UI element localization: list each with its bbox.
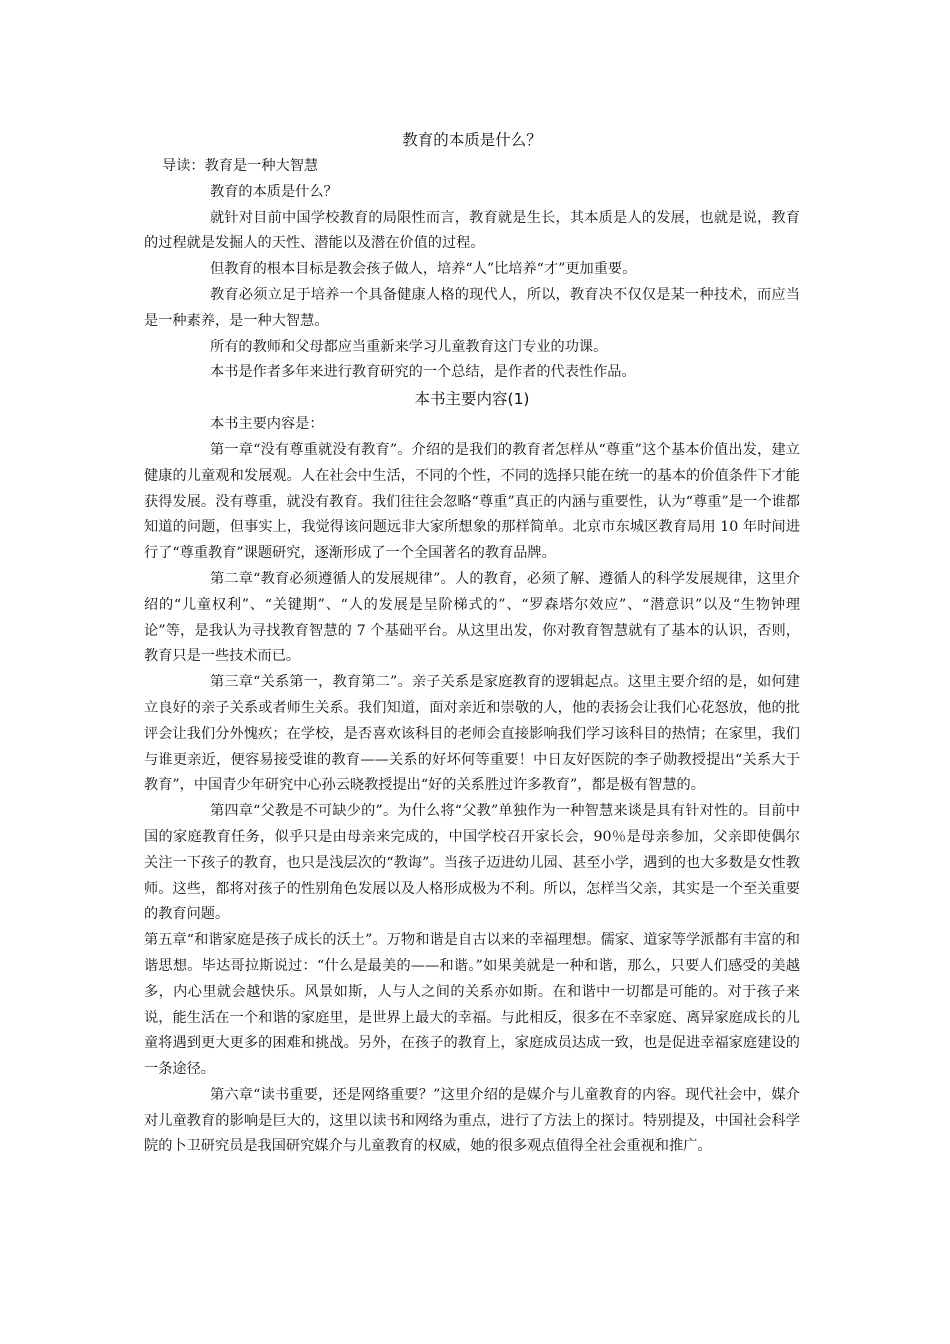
chapter-3-paragraph: 第三章“关系第一，教育第二”。亲子关系是家庭教育的逻辑起点。这里主要介绍的是，如何建立良好的亲子关系或者师生关系。我们知道，面对亲近和崇敬的人，他的表扬会让我们心花怒放，他的批评会让我们分外愧疚；在学校，是否喜欢该科目的老师会直接影响我们学习该科目的热情；在家里，我们与谁更亲近，便容易接受谁的教育——关系的好坏何等重要！中日友好医院的李子勋教授提出“关系大于教育”，中国青少年研究中心孙云晓教授提出“好的关系胜过许多教育”，都是极有智慧的。 [144, 674, 800, 794]
intro-paragraph-5: 所有的教师和父母都应当重新来学习儿童教育这门专业的功课。 [210, 338, 608, 355]
chapter-4-paragraph: 第四章“父教是不可缺少的”。为什么将“父教”单独作为一种智慧来谈是具有针对性的。目前中国的家庭教育任务，似乎只是由母亲来完成的，中国学校召开家长会，90％是母亲参加，父亲即使偶尔关注一下孩子的教育，也只是浅层次的“教诲”。当孩子迈进幼儿园、甚至小学，遇到的也大多数是女性教师。这些，都将对孩子的性别角色发展以及人格形成极为不利。所以，怎样当父亲，其实是一个至关重要的教育问题。 [144, 803, 800, 923]
document-title: 教育的本质是什么？ [402, 131, 542, 149]
chapter-2-paragraph: 第二章“教育必须遵循人的发展规律”。人的教育，必须了解、遵循人的科学发展规律，这里介绍的“儿童权利”、“关键期”、“人的发展是呈阶梯式的”、“罗森塔尔效应”、“潜意识”以及“生物钟理论”等，是我认为寻找教育智慧的 7 个基础平台。从这里出发，你对教育智慧就有了基本的认识，否则，教育只是一些技术而已。 [144, 570, 800, 665]
chapter-1-paragraph: 第一章“没有尊重就没有教育”。介绍的是我们的教育者怎样从“尊重”这个基本价值出发，建立健康的儿童观和发展观。人在社会中生活，不同的个性，不同的选择只能在统一的基本的价值条件下才能获得发展。没有尊重，就没有教育。我们往往会忽略“尊重”真正的内涵与重要性，认为“尊重”是一个谁都知道的问题，但事实上，我觉得该问题远非大家所想象的那样简单。北京市东城区教育局用 10 年时间进行了“尊重教育”课题研究，逐渐形成了一个全国著名的教育品牌。 [144, 441, 800, 562]
section-title: 本书主要内容(1) [414, 390, 530, 409]
intro-paragraph-4: 教育必须立足于培养一个具备健康人格的现代人，所以，教育决不仅仅是某一种技术，而应当是一种素养，是一种大智慧。 [144, 286, 800, 329]
chapter-6-paragraph: 第六章“读书重要，还是网络重要？”这里介绍的是媒介与儿童教育的内容。现代社会中，媒介对儿童教育的影响是巨大的，这里以读书和网络为重点，进行了方法上的探讨。特别提及，中国社会科学院的卜卫研究员是我国研究媒介与儿童教育的权威，她的很多观点值得全社会重视和推广。 [144, 1086, 800, 1155]
intro-paragraph-3: 但教育的根本目标是教会孩子做人，培养“人”比培养“才”更加重要。 [210, 261, 637, 278]
intro-paragraph-2: 就针对目前中国学校教育的局限性而言，教育就是生长，其本质是人的发展，也就是说，教育的过程就是发掘人的天性、潜能以及潜在价值的过程。 [144, 209, 800, 252]
intro-paragraph-6: 本书是作者多年来进行教育研究的一个总结，是作者的代表性作品。 [210, 364, 636, 381]
section-intro: 本书主要内容是： [210, 416, 324, 433]
lead-paragraph: 导读：教育是一种大智慧 [162, 158, 319, 174]
intro-paragraph-1: 教育的本质是什么？ [210, 183, 338, 200]
chapter-5-paragraph: 第五章“和谐家庭是孩子成长的沃土”。万物和谐是自古以来的幸福理想。儒家、道家等学派都有丰富的和谐思想。毕达哥拉斯说过：“什么是最美的——和谐。”如果美就是一种和谐，那么，只要人们感受的美越多，内心里就会越快乐。风景如斯，人与人之间的关系亦如斯。在和谐中一切都是可能的。对于孩子来说，能生活在一个和谐的家庭里，是世界上最大的幸福。与此相反，很多在不幸家庭、离异家庭成长的儿童将遇到更大更多的困难和挑战。另外，在孩子的教育上，家庭成员达成一致，也是促进幸福家庭建设的一条途径。 [144, 932, 800, 1078]
document-page [144, 126, 800, 1160]
